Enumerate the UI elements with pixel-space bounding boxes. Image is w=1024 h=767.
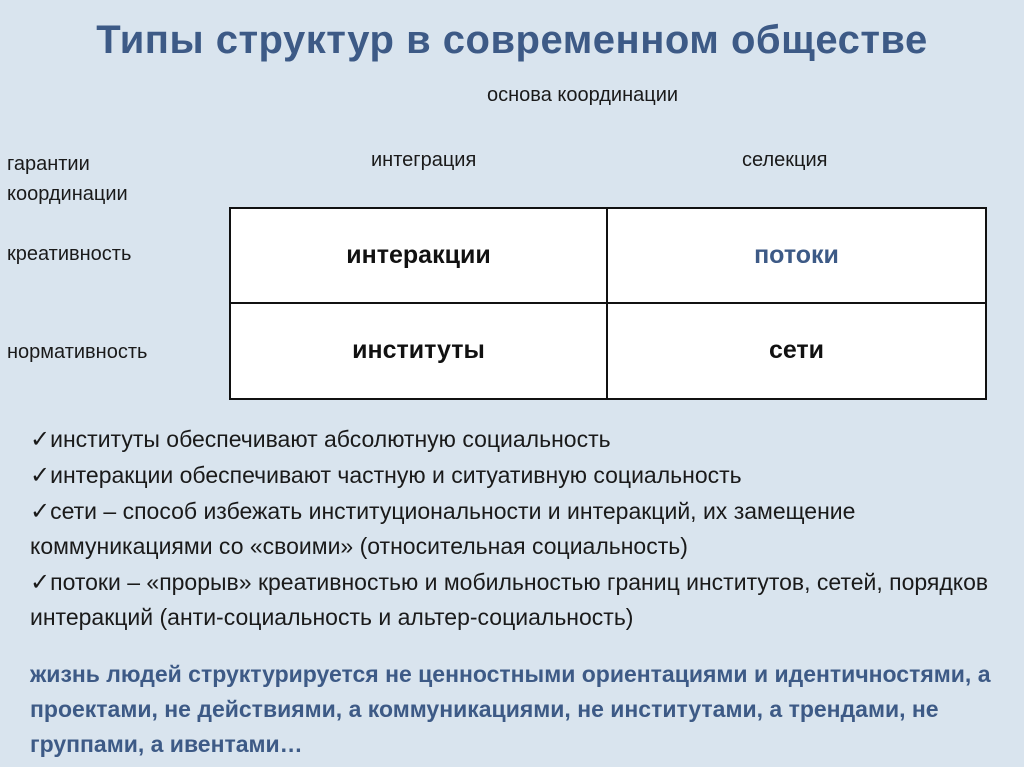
list-item [30, 494, 1020, 564]
bullet-text: сети – способ избежать институциональности и интеракций, их замещение коммуникациями со «своими» (относительная социальность) [30, 498, 856, 559]
page-title: Типы структур в современном обществе [96, 18, 928, 62]
row-header-creativity: креативность [7, 243, 132, 265]
checkmark-icon: ✓ [30, 426, 51, 453]
cell-flows: потоки [608, 209, 985, 304]
bullet-list [30, 422, 1020, 636]
list-item [30, 422, 1020, 457]
axis-guarantee-label: гарантии координации [7, 153, 128, 205]
bullet-text: институты обеспечивают абсолютную социальность [50, 426, 611, 452]
checkmark-icon: ✓ [30, 498, 51, 525]
checkmark-icon: ✓ [30, 569, 51, 596]
structure-types-table [229, 207, 987, 400]
bullet-text: интеракции обеспечивают частную и ситуативную социальность [50, 462, 742, 488]
summary-text: жизнь людей структурируется не ценностными ориентациями и идентичностями, а проектами, не действиями, а коммуникациями, не институтами, а трендами, не группами, а ивентами… [30, 661, 991, 757]
axis-basis-label: основа координации [487, 84, 679, 106]
list-item [30, 458, 1020, 493]
row-header-normativity: нормативность [7, 341, 148, 363]
list-item [30, 565, 1020, 635]
column-header-selection: селекция [742, 149, 828, 171]
bullet-text: потоки – «прорыв» креативностью и мобильностью границ институтов, сетей, порядков интеракций (анти-социальность и альтер-социальность) [30, 569, 989, 630]
cell-interactions: интеракции [231, 209, 608, 304]
checkmark-icon: ✓ [30, 462, 51, 489]
column-header-integration: интеграция [371, 149, 477, 171]
cell-institutions: институты [231, 304, 608, 399]
cell-networks: сети [768, 336, 825, 365]
